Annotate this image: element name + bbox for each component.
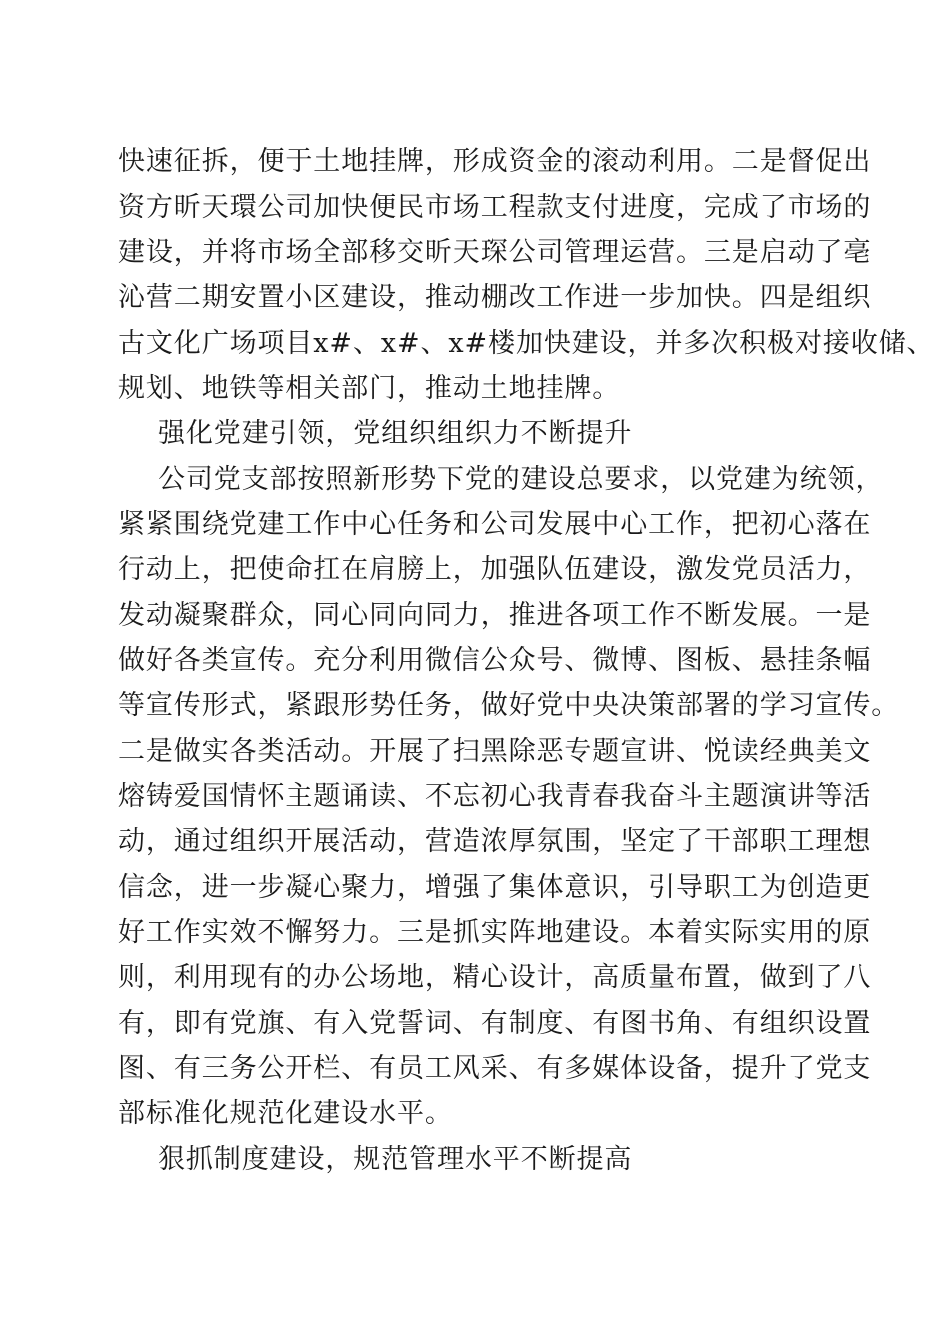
- body-text-line: 图、有三务公开栏、有员工风采、有多媒体设备，提升了党支: [118, 1053, 872, 1084]
- body-text-line: 做好各类宣传。充分利用微信公众号、微博、图板、悬挂条幅: [118, 645, 872, 676]
- body-text-line: 沁营二期安置小区建设，推动棚改工作进一步加快。四是组织: [118, 282, 872, 313]
- body-text-line: 古文化广场项目x#、x#、x#楼加快建设，并多次积极对接收储、: [118, 328, 935, 359]
- body-text-line: 有，即有党旗、有入党誓词、有制度、有图书角、有组织设置: [118, 1008, 872, 1039]
- body-text-line: 熔铸爱国情怀主题诵读、不忘初心我青春我奋斗主题演讲等活: [118, 781, 872, 812]
- body-text-line: 规划、地铁等相关部门，推动土地挂牌。: [118, 373, 621, 404]
- body-text-line: 部标准化规范化建设水平。: [118, 1098, 453, 1129]
- body-text-line: 好工作实效不懈努力。三是抓实阵地建设。本着实际实用的原: [118, 917, 872, 948]
- body-text-line: 则，利用现有的办公场地，精心设计，高质量布置，做到了八: [118, 962, 872, 993]
- body-text-line: 行动上，把使命扛在肩膀上，加强队伍建设，激发党员活力，: [118, 554, 872, 585]
- body-text-line: 动，通过组织开展活动，营造浓厚氛围，坚定了干部职工理想: [118, 826, 872, 857]
- body-text-line: 资方昕天環公司加快便民市场工程款支付进度，完成了市场的: [118, 192, 872, 223]
- body-text-line: 信念，进一步凝心聚力，增强了集体意识，引导职工为创造更: [118, 872, 872, 903]
- section-heading: 狠抓制度建设，规范管理水平不断提高: [158, 1144, 633, 1175]
- body-text-line: 等宣传形式，紧跟形势任务，做好党中央决策部署的学习宣传。: [118, 690, 900, 721]
- body-text-line: 发动凝聚群众，同心同向同力，推进各项工作不断发展。一是: [118, 600, 872, 631]
- body-text-line: 紧紧围绕党建工作中心任务和公司发展中心工作，把初心落在: [118, 509, 872, 540]
- body-text-line: 建设，并将市场全部移交昕天琛公司管理运营。三是启动了亳: [118, 237, 872, 268]
- body-text-line: 公司党支部按照新形势下党的建设总要求，以党建为统领，: [158, 464, 884, 495]
- body-text-line: 二是做实各类活动。开展了扫黑除恶专题宣讲、悦读经典美文: [118, 736, 872, 767]
- section-heading: 强化党建引领，党组织组织力不断提升: [158, 418, 633, 449]
- body-text-line: 快速征拆，便于土地挂牌，形成资金的滚动利用。二是督促出: [118, 146, 872, 177]
